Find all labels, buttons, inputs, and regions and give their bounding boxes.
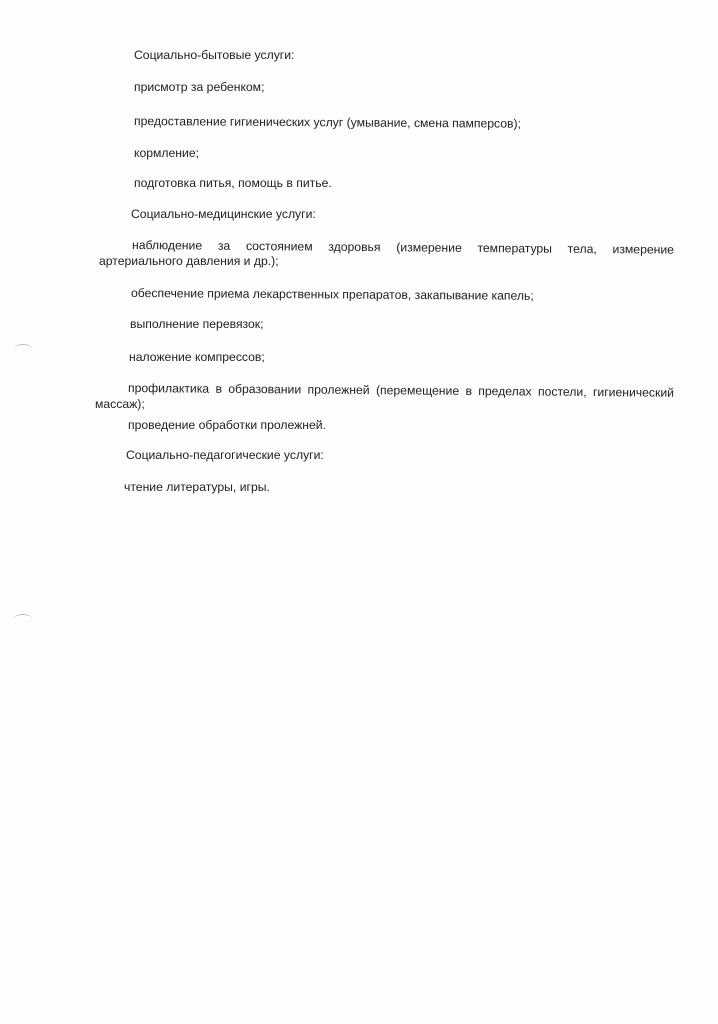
list-item-line-2: артериального давления и др.);	[99, 254, 279, 268]
punch-hole-mark	[14, 614, 32, 623]
list-item: кормление;	[134, 146, 199, 160]
list-item: чтение литературы, игры.	[124, 480, 270, 494]
list-item: обеспечение приема лекарственных препаратов, закапывание капель;	[130, 286, 534, 303]
list-item: предоставление гигиенических услуг (умывание, смена памперсов);	[133, 114, 522, 131]
list-item: подготовка питья, помощь в питье.	[134, 176, 332, 190]
section-heading-pedagogical: Социально-педагогические услуги:	[126, 448, 324, 462]
list-item-line-2: массаж);	[95, 397, 145, 411]
list-item-line-1: наблюдение за состоянием здоровья (измерение температуры тела, измерение	[131, 238, 675, 257]
list-item: выполнение перевязок;	[130, 317, 264, 331]
list-item: наложение компрессов;	[129, 350, 265, 364]
section-heading-household: Социально-бытовые услуги:	[134, 48, 295, 62]
section-heading-medical: Социально-медицинские услуги:	[131, 207, 316, 221]
list-item-line-1: профилактика в образовании пролежней (перемещение в пределах постели, гигиенический	[127, 381, 675, 400]
list-item: проведение обработки пролежней.	[128, 418, 327, 432]
punch-hole-mark	[14, 344, 32, 353]
list-item: присмотр за ребенком;	[134, 80, 265, 94]
